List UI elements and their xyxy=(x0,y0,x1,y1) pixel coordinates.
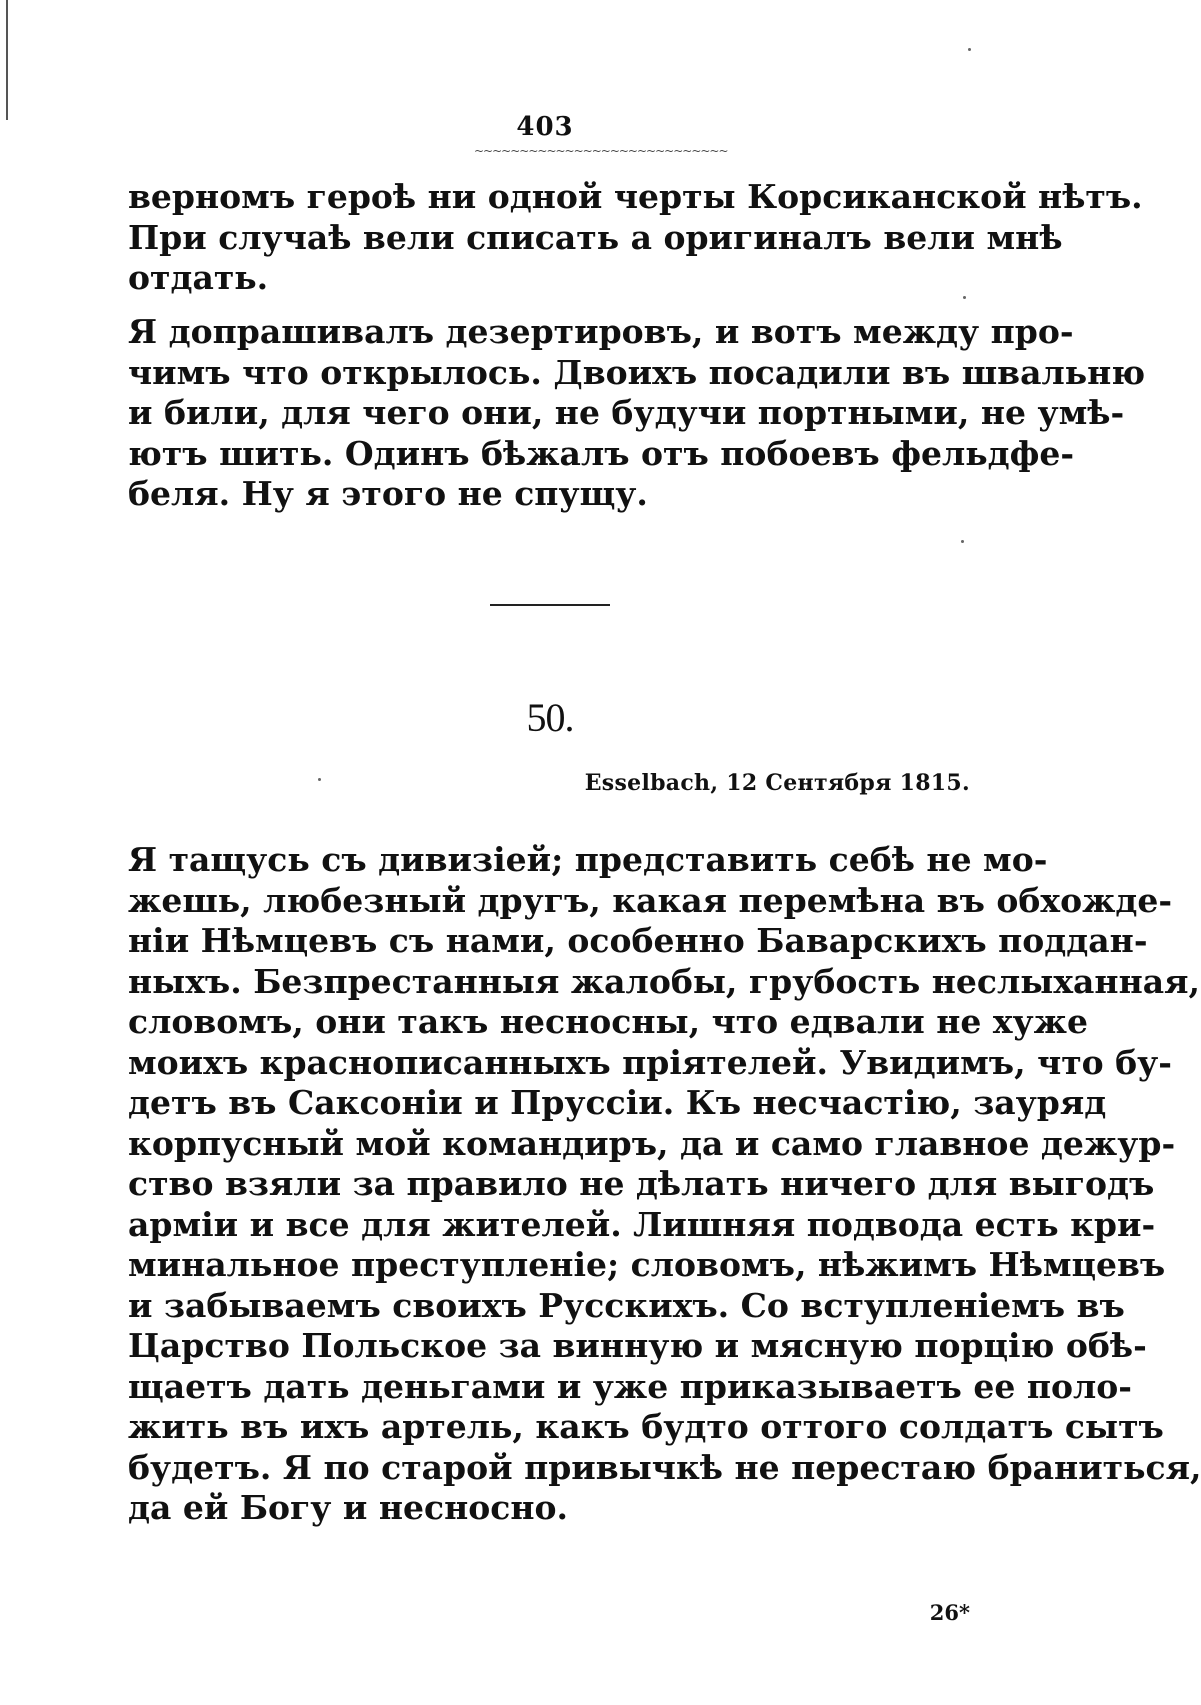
text-line: ютъ шить. Одинъ бѣжалъ отъ побоевъ фельдфе- xyxy=(128,433,1075,473)
text-line: жить въ ихъ артель, какъ будто оттого солдатъ сытъ xyxy=(128,1407,1164,1446)
paragraph-1 xyxy=(128,177,1143,299)
text-line: корпусный мой командиръ, да и само главное дежур- xyxy=(128,1123,1176,1163)
wavy-rule: ~~~~~~~~~~~~~~~~~~~~~~~~~~~~ xyxy=(474,144,728,158)
text-line: детъ въ Саксоніи и Пруссіи. Къ несчастію, зауряд xyxy=(128,1083,1107,1122)
paragraph-2 xyxy=(128,312,1146,515)
text-line: чимъ что открылось. Двоихъ посадили въ швальню xyxy=(128,352,1146,392)
text-line: Я допрашивалъ дезертировъ, и вотъ между про- xyxy=(128,312,1074,351)
text-line: минальное преступленіе; словомъ, нѣжимъ Нѣмцевъ xyxy=(128,1245,1166,1284)
text-line: арміи и все для жителей. Лишняя подвода есть кри- xyxy=(128,1204,1156,1244)
text-line: Царство Польское за винную и мясную порцію обѣ- xyxy=(128,1326,1147,1365)
text-line: отдать. xyxy=(128,258,269,297)
place-date-line: Esselbach, 12 Сентября 1815. xyxy=(584,770,970,796)
text-line: Я тащусь съ дивизіей; представить себѣ не мо- xyxy=(128,840,1048,879)
letter-number: 50. xyxy=(526,695,574,740)
text-line: и забываемъ своихъ Русскихъ. Со вступленіемъ въ xyxy=(128,1285,1125,1325)
text-line: и били, для чего они, не будучи портными, не умѣ- xyxy=(128,393,1125,432)
page-edge-line xyxy=(6,0,8,120)
text-line: словомъ, они такъ несносны, что едвали не хуже xyxy=(128,1002,1088,1041)
text-line: ніи Нѣмцевъ съ нами, особенно Баварскихъ поддан- xyxy=(128,921,1148,960)
print-speck xyxy=(963,296,966,299)
text-line: жешь, любезный другъ, какая перемѣна въ обхожде- xyxy=(128,880,1173,920)
letter-body xyxy=(128,840,1201,1529)
print-speck xyxy=(968,48,971,51)
print-speck xyxy=(318,778,321,781)
text-line: беля. Ну я этого не спущу. xyxy=(128,474,648,513)
print-speck xyxy=(961,540,964,543)
text-line: да ей Богу и несносно. xyxy=(128,1488,568,1527)
text-line: будетъ. Я по старой привычкѣ не перестаю браниться, xyxy=(128,1447,1201,1487)
text-line: ныхъ. Безпрестанныя жалобы, грубость неслыханная, xyxy=(128,961,1200,1001)
text-line: При случаѣ вели списать а оригиналъ вели мнѣ xyxy=(128,217,1063,257)
section-divider xyxy=(490,604,610,606)
text-line: верномъ героѣ ни одной черты Корсиканской нѣтъ. xyxy=(128,177,1143,216)
text-line: ство взяли за правило не дѣлать ничего для выгодъ xyxy=(128,1164,1155,1203)
page-number: 403 xyxy=(516,112,574,142)
signature-mark: 26* xyxy=(929,1600,970,1625)
text-line: моихъ краснописанныхъ пріятелей. Увидимъ, что бу- xyxy=(128,1042,1172,1082)
text-line: щаетъ дать деньгами и уже приказываетъ ее поло- xyxy=(128,1366,1132,1406)
